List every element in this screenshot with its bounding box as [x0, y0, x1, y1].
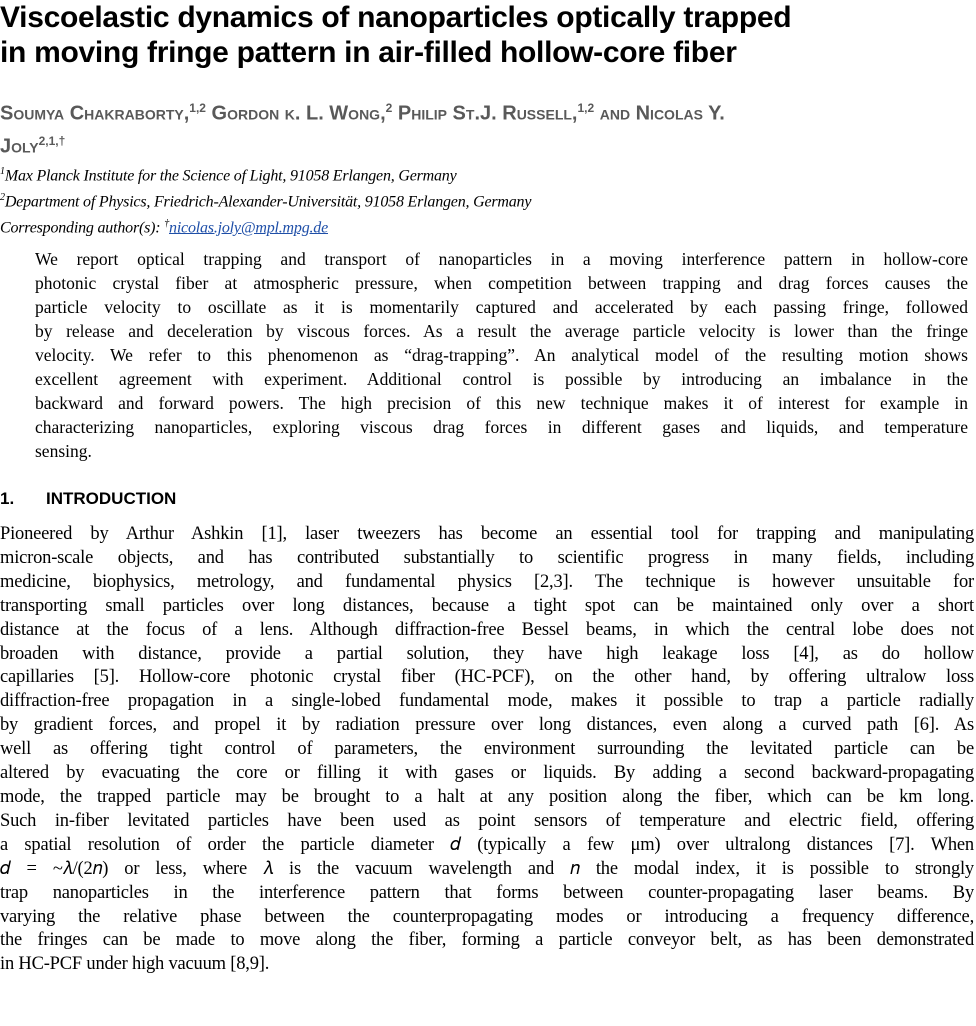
text-line: Pioneered by Arthur Ashkin [1], laser tweezers has become an essential tool for trapping and manipulating — [0, 524, 974, 544]
dagger-sup: † — [164, 217, 170, 229]
title-line: in moving fringe pattern in air-filled hollow-core fiber — [0, 36, 737, 69]
text-line: particle velocity to oscillate as it is momentarily captured and accelerated by each passing fringe, followed — [35, 297, 968, 317]
section-number: 1. — [0, 489, 15, 508]
text-line: by release and deceleration by viscous forces. As a result the average particle velocity is lower than the fringe — [35, 321, 968, 341]
text-line: broaden with distance, provide a partial solution, they have high leakage loss [4], as do hollow — [0, 643, 974, 664]
text-line: We report optical trapping and transport of nanoparticles in a moving interference pattern in hollow-core — [35, 249, 968, 269]
text-line: sensing. — [35, 441, 92, 461]
section-heading — [0, 489, 176, 509]
affil-sup: 1 — [0, 166, 5, 177]
text-line: trap nanoparticles in the interference pattern that forms between counter-propagating laser beams. By — [0, 882, 974, 903]
text-line: micron-scale objects, and has contributed substantially to scientific progress in many fields, including — [0, 547, 974, 568]
author-affil-sup: 2 — [385, 101, 393, 115]
text-line: well as offering tight control of parameters, the environment surrounding the levitated particle can be — [0, 739, 974, 760]
text-line: characterizing nanoparticles, exploring viscous drag forces in different gases and liquids, and temperature — [35, 417, 968, 437]
corresponding-email-link[interactable]: nicolas.joly@mpl.mpg.de — [169, 218, 329, 236]
text-line: photonic crystal fiber at atmospheric pressure, when competition between trapping and drag forces causes the — [35, 273, 968, 293]
text-line: distance at the focus of a lens. Although diffraction-free Bessel beams, in which the central lobe does not — [0, 619, 974, 640]
text-line: excellent agreement with experiment. Additional control is possible by introducing an imbalance in the — [35, 369, 968, 389]
author-list — [0, 95, 970, 160]
section-title: INTRODUCTION — [46, 489, 177, 508]
author-affil-sup: 1,2 — [577, 101, 595, 115]
text-line: Such in-fiber levitated particles have been used as point sensors of temperature and electric field, offering — [0, 810, 974, 831]
author-affil-sup: 2,1,† — [38, 133, 66, 148]
corresponding-label: Corresponding author(s): — [0, 218, 165, 236]
text-line: altered by evacuating the core or filling it with gases or liquids. By adding a second backward-propagating — [0, 763, 974, 784]
affiliation: Max Planck Institute for the Science of Light, 91058 Erlangen, Germany — [4, 167, 457, 185]
text-line: varying the relative phase between the counterpropagating modes or introducing a frequency difference, — [0, 906, 974, 927]
author-name: Gordon k. L. Wong, — [205, 102, 386, 125]
body-text — [0, 523, 974, 977]
text-line: in HC-PCF under high vacuum [8,9]. — [0, 954, 270, 975]
abstract — [35, 247, 968, 463]
affiliations — [0, 161, 531, 238]
affil-sup: 2 — [0, 191, 5, 203]
text-line: mode, the trapped particle may be brought to a halt at any position along the fiber, which can be km long. — [0, 786, 974, 807]
text-line: 𝑑 = ~𝜆/(2𝑛) or less, where 𝜆 is the vacuum wavelength and 𝑛 the modal index, it is possible to strongly — [0, 858, 974, 879]
text-line: velocity. We refer to this phenomenon as “drag-trapping”. An analytical model of the resulting motion shows — [35, 345, 968, 365]
text-line: backward and forward powers. The high precision of this new technique makes it of interest for example in — [35, 393, 968, 413]
text-line: capillaries [5]. Hollow-core photonic crystal fiber (HC-PCF), on the other hand, by offering ultralow loss — [0, 667, 974, 688]
text-line: transporting small particles over long distances, because a tight spot can be maintained only over a short — [0, 595, 974, 616]
text-line: a spatial resolution of order the particle diameter 𝑑 (typically a few μm) over ultralong distances [7]. When — [0, 834, 974, 855]
affiliation: Department of Physics, Friedrich-Alexander-Universität, 91058 Erlangen, Germany — [4, 193, 532, 211]
text-line: diffraction-free propagation in a single-lobed fundamental mode, makes it possible to trap a particle radially — [0, 691, 974, 712]
text-line: medicine, biophysics, metrology, and fundamental physics [2,3]. The technique is however unsuitable for — [0, 571, 974, 592]
author-name: Soumya Chakraborty, — [0, 102, 190, 125]
author-affil-sup: 1,2 — [189, 101, 206, 115]
paper-title — [0, 0, 791, 70]
author-name: Philip St.J. Russell, — [392, 102, 578, 125]
author-name: Joly — [0, 135, 39, 158]
text-line: the fringes can be made to move along the fiber, forming a particle conveyor belt, as has been demonstrated — [0, 930, 974, 951]
text-line: by gradient forces, and propel it by radiation pressure over long distances, even along a curved path [6]. As — [0, 715, 974, 736]
title-line: Viscoelastic dynamics of nanoparticles optically trapped — [0, 1, 792, 34]
author-name: and Nicolas Y. — [594, 102, 725, 125]
